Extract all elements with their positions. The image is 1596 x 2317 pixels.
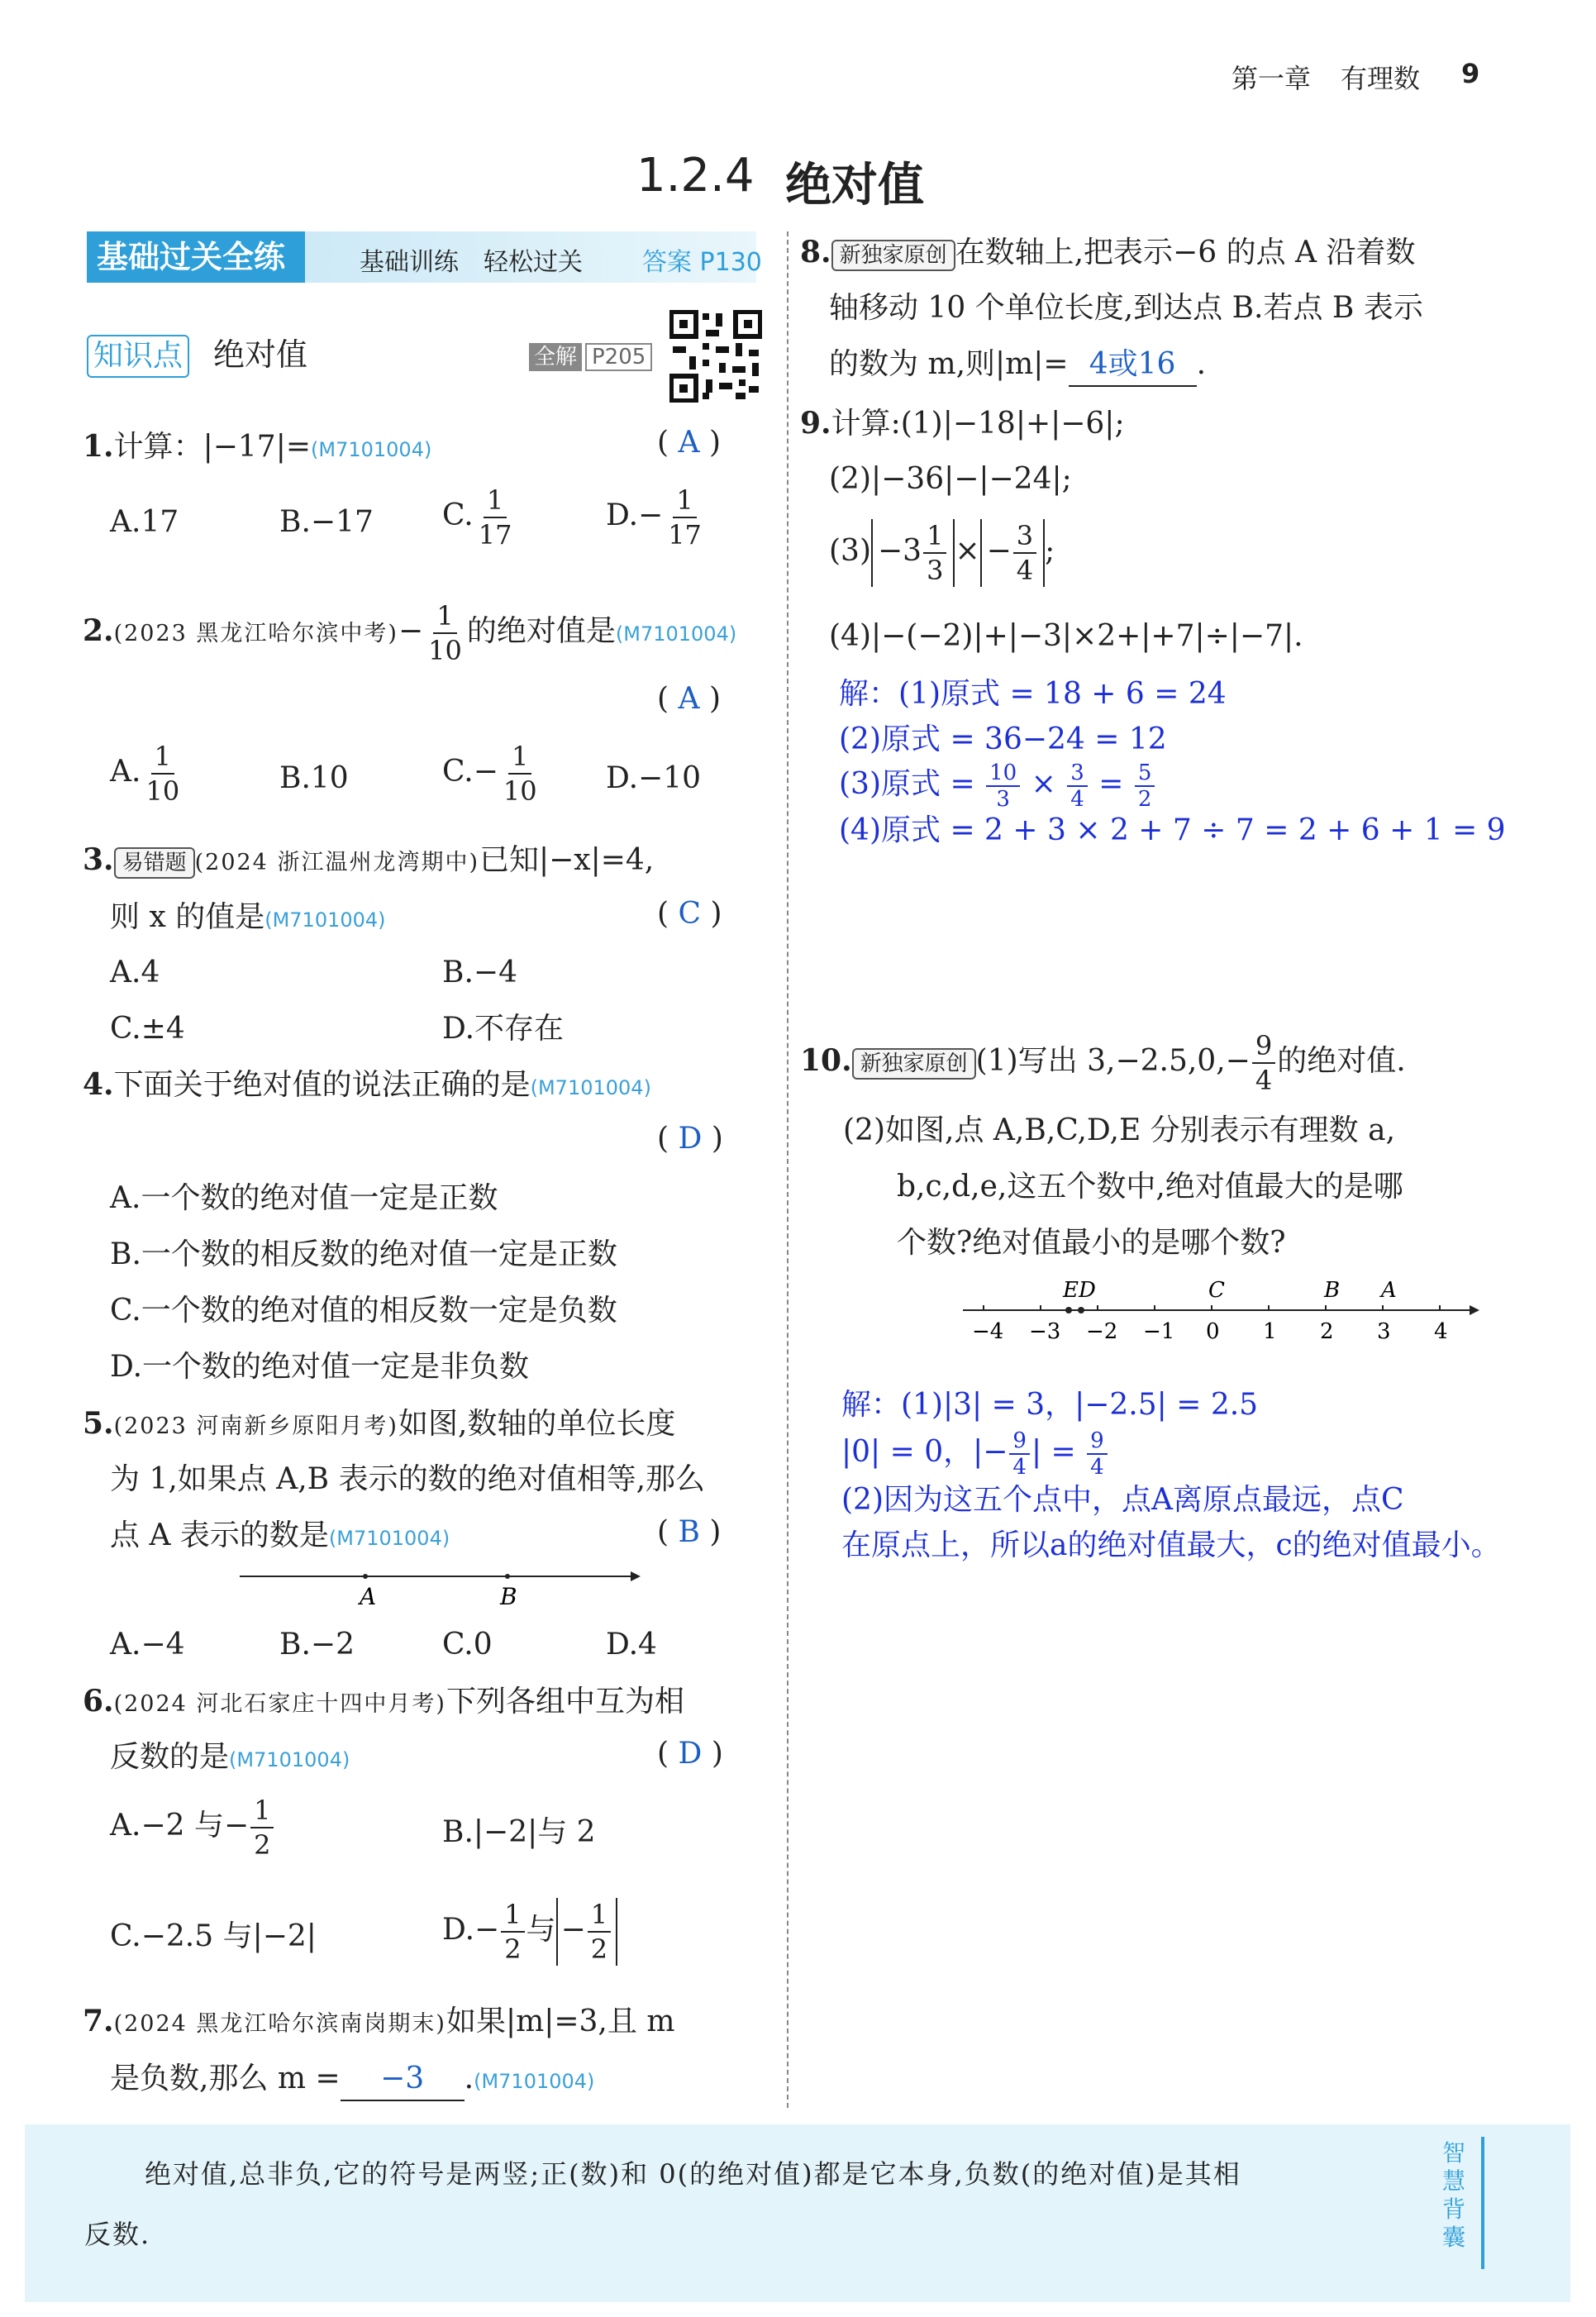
q1-code: (M7101004) xyxy=(311,438,432,461)
q2-source: (2023 黑龙江哈尔滨中考) xyxy=(113,621,398,646)
q2-answer-paren: ( A ) xyxy=(657,682,721,716)
full-solution-label: 全解 xyxy=(529,343,582,371)
q5-point-b: B xyxy=(500,1583,517,1610)
footer-side-line xyxy=(1481,2137,1484,2269)
q4-option-a[interactable]: A.一个数的绝对值一定是正数 xyxy=(110,1181,498,1215)
q2-stem: 2.(2023 黑龙江哈尔滨中考)− $\frac{1}{10}$ 的绝对值是(M7101004) xyxy=(83,600,737,666)
q6-stem-2: 反数的是(M7101004) xyxy=(110,1740,350,1774)
q10-point-a: A xyxy=(1381,1278,1397,1303)
q8-answer: 4或16 xyxy=(1089,347,1176,381)
answer-ref: 答案 P130 xyxy=(642,248,762,277)
footer-box xyxy=(25,2124,1570,2302)
q7-source: (2024 黑龙江哈尔滨南岗期末) xyxy=(113,2011,446,2037)
full-solution-page: P205 xyxy=(585,343,652,371)
q3-source: (2024 浙江温州龙湾期中) xyxy=(194,850,479,875)
column-divider xyxy=(787,231,788,2108)
q4-option-d[interactable]: D.一个数的绝对值一定是非负数 xyxy=(110,1350,530,1384)
q4-option-b[interactable]: B.一个数的相反数的绝对值一定是正数 xyxy=(110,1237,617,1271)
q6-option-b[interactable]: B.|−2|与 2 xyxy=(442,1815,596,1849)
q10-tick-label: 3 xyxy=(1377,1319,1391,1344)
q3-answer: C xyxy=(678,897,702,931)
q5-stem-2: 为 1,如果点 A,B 表示的数的绝对值相等,那么 xyxy=(110,1462,706,1496)
q2-option-c[interactable]: C.− $\frac{1}{10}$ xyxy=(442,741,537,807)
q9-part-3: (3) −3 $\frac{1}{3}$ × − $\frac{3}{4}$ ; xyxy=(829,520,1055,586)
q6-option-d[interactable]: D.− $\frac{1}{2}$ 与 − $\frac{1}{2}$ xyxy=(442,1898,617,1966)
q9-part-2: (2)|−36|−|−24|; xyxy=(829,462,1072,496)
q10-tick-label: 2 xyxy=(1320,1319,1334,1344)
q10-number-line xyxy=(959,1269,1488,1352)
q10-tag: 新独家原创 xyxy=(852,1048,976,1080)
q10-tick-label: 4 xyxy=(1434,1319,1448,1344)
banner xyxy=(87,231,762,283)
q10-points-ed: ED xyxy=(1063,1278,1096,1303)
q6-answer-paren: ( D ) xyxy=(657,1737,723,1771)
q10-solution-4: 在原点上，所以a的绝对值最大，c的绝对值最小。 xyxy=(841,1528,1501,1562)
banner-sub1: 基础训练 xyxy=(360,248,459,277)
q3-stem: 3. 易错题 (2024 浙江温州龙湾期中)已知|−x|=4, xyxy=(83,842,655,877)
q5-option-b[interactable]: B.−2 xyxy=(279,1628,355,1661)
q5-option-d[interactable]: D.4 xyxy=(606,1628,657,1661)
q1-option-b[interactable]: B.−17 xyxy=(279,505,374,539)
banner-title: 基础过关全练 xyxy=(87,231,305,283)
q3-option-c[interactable]: C.±4 xyxy=(110,1012,185,1046)
q5-answer-paren: ( B ) xyxy=(657,1515,722,1549)
q6-option-a[interactable]: A.−2 与− $\frac{1}{2}$ xyxy=(110,1794,275,1862)
q1-answer: A xyxy=(678,426,700,460)
q7-answer: −3 xyxy=(380,2062,425,2095)
q8-tag: 新独家原创 xyxy=(831,240,955,271)
q8-stem-3: 的数为 m,则|m|= 4或16 . xyxy=(829,344,1206,387)
q10-tick-label: −3 xyxy=(1029,1319,1061,1344)
q10-part-2-line3: 个数?绝对值最小的是哪个数? xyxy=(897,1226,1286,1260)
q2-option-d[interactable]: D.−10 xyxy=(606,761,701,795)
section-number: 1.2.4 xyxy=(636,149,755,203)
q10-solution-1: 解：(1)|3| = 3，|−2.5| = 2.5 xyxy=(841,1388,1259,1422)
q8-stem-2: 轴移动 10 个单位长度,到达点 B.若点 B 表示 xyxy=(829,291,1423,325)
q3-option-b[interactable]: B.−4 xyxy=(442,956,517,989)
q1-option-a[interactable]: A.17 xyxy=(110,505,179,539)
q1-text: 计算：|−17|= xyxy=(113,430,311,464)
page-number: 9 xyxy=(1461,58,1480,89)
chapter-label: 第一章 xyxy=(1232,63,1312,94)
q10-point-c: C xyxy=(1208,1278,1225,1303)
q4-answer-paren: ( D ) xyxy=(657,1122,723,1156)
q4-option-c[interactable]: C.一个数的绝对值的相反数一定是负数 xyxy=(110,1294,617,1328)
q5-option-a[interactable]: A.−4 xyxy=(110,1628,185,1661)
q3-tag: 易错题 xyxy=(114,847,195,879)
q10-solution-2: |0| = 0，|− $\frac{9}{4}$ | = $\frac{9}{4}$ xyxy=(841,1428,1109,1480)
q10-part-2: (2)如图,点 A,B,C,D,E 分别表示有理数 a, xyxy=(843,1113,1396,1147)
q5-number-line xyxy=(236,1566,649,1616)
q2-option-b[interactable]: B.10 xyxy=(279,761,349,795)
q5-point-a: A xyxy=(360,1583,377,1610)
q4-answer: D xyxy=(678,1122,703,1156)
q8-stem: 8. 新独家原创 在数轴上,把表示−6 的点 A 沿着数 xyxy=(800,235,1416,269)
q4-stem: 4.下面关于绝对值的说法正确的是(M7101004) xyxy=(83,1067,651,1102)
q5-stem-3: 点 A 表示的数是(M7101004) xyxy=(110,1518,450,1552)
section-title: 绝对值 xyxy=(785,159,924,212)
q3-option-d[interactable]: D.不存在 xyxy=(442,1012,565,1046)
footer-side-label: 智慧背囊 xyxy=(1442,2139,1466,2251)
footer-line-1: 绝对值,总非负,它的符号是两竖;正(数)和 0(的绝对值)都是它本身,负数(的绝对值)是其相 xyxy=(145,2158,1241,2190)
q10-tick-label: −2 xyxy=(1086,1319,1118,1344)
q9-stem: 9.计算:(1)|−18|+|−6|; xyxy=(800,406,1125,441)
knowledge-title: 绝对值 xyxy=(213,336,308,373)
q9-part-4: (4)|−(−2)|+|−3|×2+|+7|÷|−7|. xyxy=(829,619,1303,653)
q5-option-c[interactable]: C.0 xyxy=(442,1628,493,1661)
q3-option-a[interactable]: A.4 xyxy=(110,956,160,989)
q10-part-2-line2: b,c,d,e,这五个数中,绝对值最大的是哪 xyxy=(897,1170,1403,1204)
q10-tick-label: 0 xyxy=(1206,1319,1220,1344)
q6-option-c[interactable]: C.−2.5 与|−2| xyxy=(110,1919,317,1953)
q7-stem-2: 是负数,那么 m = −3 .(M7101004) xyxy=(110,2058,594,2102)
q6-stem: 6.(2024 河北石家庄十四中月考)下列各组中互为相 xyxy=(83,1684,684,1719)
q10-tick-label: −4 xyxy=(972,1319,1004,1344)
q10-tick-label: 1 xyxy=(1263,1319,1277,1344)
q1-answer-paren: ( A ) xyxy=(657,426,721,460)
q9-solution-4: (4)原式 = 2 + 3 × 2 + 7 ÷ 7 = 2 + 6 + 1 = 9 xyxy=(839,813,1506,847)
q2-answer: A xyxy=(678,682,700,716)
q6-source: (2024 河北石家庄十四中月考) xyxy=(113,1691,446,1717)
q1-option-d[interactable]: D.− $\frac{1}{17}$ xyxy=(606,484,702,551)
q3-stem-2: 则 x 的值是(M7101004) xyxy=(110,900,386,934)
q9-solution-2: (2)原式 = 36−24 = 12 xyxy=(839,722,1167,756)
q1-stem xyxy=(83,426,431,470)
q9-solution-1: 解：(1)原式 = 18 + 6 = 24 xyxy=(839,677,1227,711)
banner-sub2: 轻松过关 xyxy=(484,248,583,277)
footer-line-2: 反数. xyxy=(84,2219,151,2250)
q5-source: (2023 河南新乡原阳月考) xyxy=(113,1414,398,1439)
q5-answer: B xyxy=(678,1515,700,1549)
q1-option-c[interactable]: C. $\frac{1}{17}$ xyxy=(442,484,512,551)
q6-answer: D xyxy=(678,1737,703,1771)
q10-tick-label: −1 xyxy=(1143,1319,1175,1344)
q1-number: 1. xyxy=(83,429,114,464)
q2-option-a[interactable]: A. $\frac{1}{10}$ xyxy=(110,741,180,807)
q5-stem: 5.(2023 河南新乡原阳月考)如图,数轴的单位长度 xyxy=(83,1406,676,1441)
q10-point-b: B xyxy=(1324,1278,1341,1303)
q9-solution-3: (3)原式 = $\frac{10}{3}$ × $\frac{3}{4}$ = $\frac{5}{2}$ xyxy=(839,760,1156,812)
q10-solution-3: (2)因为这五个点中，点A离原点最远，点C xyxy=(841,1483,1404,1517)
q3-answer-paren: ( C ) xyxy=(657,897,722,931)
knowledge-tag: 知识点 xyxy=(87,335,189,378)
qr-code-icon[interactable] xyxy=(669,310,762,403)
chapter-title: 有理数 xyxy=(1341,63,1421,94)
q10-stem: 10. 新独家原创 (1)写出 3,−2.5,0,− $\frac{9}{4}$ 的绝对值. xyxy=(800,1030,1406,1096)
q2-code: (M7101004) xyxy=(615,622,737,646)
q7-stem: 7.(2024 黑龙江哈尔滨南岗期末)如果|m|=3,且 m xyxy=(83,2004,675,2038)
